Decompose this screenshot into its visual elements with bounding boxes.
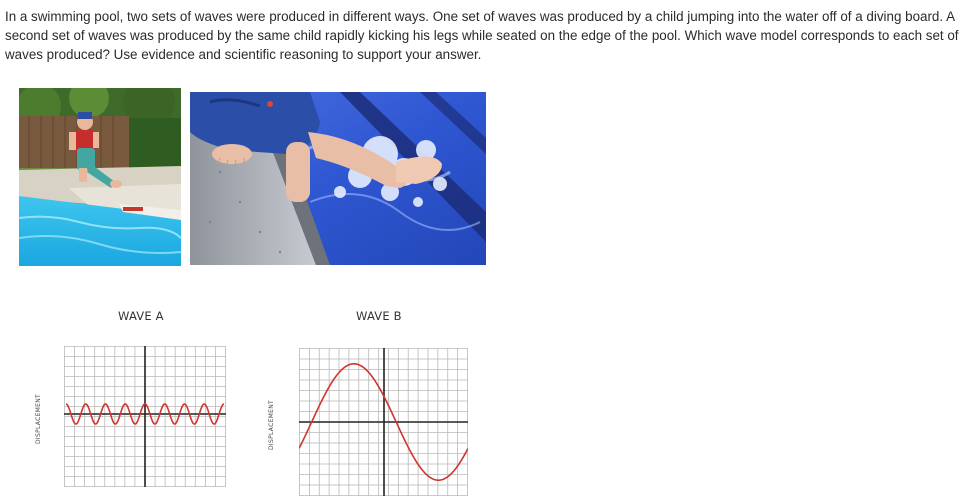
- wave-b-ylabel: DISPLACEMENT: [268, 400, 275, 450]
- wave-b-graph: [299, 348, 468, 496]
- wave-a-chart: [64, 346, 226, 487]
- wave-a-title: WAVE A: [118, 309, 164, 323]
- wave-a-ylabel: DISPLACEMENT: [35, 394, 42, 444]
- wave-a-graph: [64, 346, 226, 487]
- question-text: In a swimming pool, two sets of waves were produced in different ways. One set of waves was produced by a child jumping into the water off of a diving board. A second set of waves was produced by the same child rapidly kicking his legs while seated on the edge of the pool. Which wave model corresponds to each set of waves produced? Use evidence and scientific reasoning to support your answer.: [5, 9, 959, 62]
- wave-b-title: WAVE B: [356, 309, 402, 323]
- wave-b-chart: [299, 348, 468, 496]
- diving-child-photo: [19, 88, 181, 266]
- kicking-child-photo: [190, 92, 486, 265]
